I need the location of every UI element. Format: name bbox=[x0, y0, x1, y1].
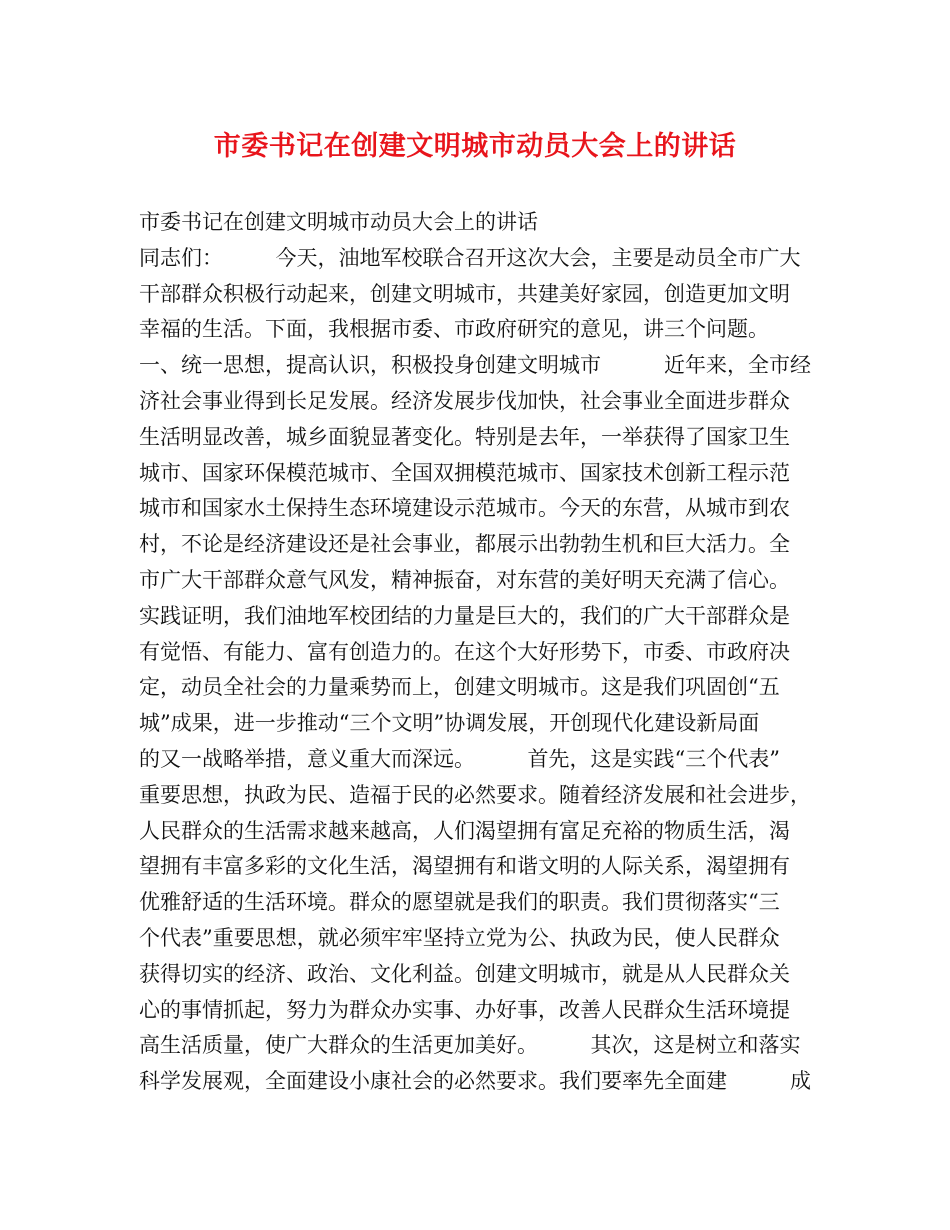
body-line-4: 幸福的生活。下面，我根据市委、市政府研究的意见，讲三个问题。 bbox=[139, 317, 769, 342]
body-line-5: 一、统一思想，提高认识，积极投身创建文明城市 近年来，全市经 bbox=[139, 353, 811, 378]
body-line-12: 实践证明，我们油地军校团结的力量是巨大的，我们的广大干部群众是 bbox=[139, 603, 790, 628]
body-line-24: 高生活质量，使广大群众的生活更加美好。 其次，这是树立和落实 bbox=[139, 1033, 801, 1058]
body-line-16: 的又一战略举措，意义重大而深远。 首先，这是实践“三个代表” bbox=[139, 746, 780, 771]
body-line-15: 城”成果，进一步推动“三个文明”协调发展，开创现代化建设新局面 bbox=[139, 711, 760, 736]
body-line-22: 获得切实的经济、政治、文化利益。创建文明城市，就是从人民群众关 bbox=[139, 961, 790, 986]
body-line-1: 市委书记在创建文明城市动员大会上的讲话 bbox=[139, 210, 538, 234]
body-line-14: 定，动员全社会的力量乘势而上，创建文明城市。这是我们巩固创“五 bbox=[139, 675, 780, 700]
body-line-17: 重要思想，执政为民、造福于民的必然要求。随着经济发展和社会进步， bbox=[139, 782, 811, 807]
body-line-19: 望拥有丰富多彩的文化生活，渴望拥有和谐文明的人际关系，渴望拥有 bbox=[139, 854, 790, 879]
body-line-23: 心的事情抓起，努力为群众办实事、办好事，改善人民群众生活环境提 bbox=[139, 997, 790, 1022]
body-line-3: 干部群众积极行动起来，创建文明城市，共建美好家园，创造更加文明 bbox=[139, 281, 790, 306]
body-line-6: 济社会事业得到长足发展。经济发展步伐加快，社会事业全面进步群众 bbox=[139, 388, 790, 413]
body-line-9: 城市和国家水土保持生态环境建设示范城市。今天的东营，从城市到农 bbox=[139, 496, 790, 521]
body-line-8: 城市、国家环保模范城市、全国双拥模范城市、国家技术创新工程示范 bbox=[139, 460, 790, 485]
body-line-18: 人民群众的生活需求越来越高，人们渴望拥有富足充裕的物质生活，渴 bbox=[139, 818, 790, 843]
document-body bbox=[139, 205, 819, 1100]
body-line-10: 村，不论是经济建设还是社会事业，都展示出勃勃生机和巨大活力。全 bbox=[139, 532, 790, 557]
body-line-25: 科学发展观，全面建设小康社会的必然要求。我们要率先全面建 成 bbox=[139, 1069, 811, 1094]
body-line-7: 生活明显改善，城乡面貌显著变化。特别是去年，一举获得了国家卫生 bbox=[139, 424, 790, 449]
document-title: 市委书记在创建文明城市动员大会上的讲话 bbox=[213, 131, 737, 162]
body-line-11: 市广大干部群众意气风发，精神振奋，对东营的美好明天充满了信心。 bbox=[139, 567, 790, 592]
body-line-21: 个代表”重要思想，就必须牢牢坚持立党为公、执政为民，使人民群众 bbox=[139, 925, 780, 950]
body-line-20: 优雅舒适的生活环境。群众的愿望就是我们的职责。我们贯彻落实“三 bbox=[139, 890, 780, 915]
body-line-13: 有觉悟、有能力、富有创造力的。在这个大好形势下，市委、市政府决 bbox=[139, 639, 790, 664]
body-line-2: 同志们： 今天，油地军校联合召开这次大会，主要是动员全市广大 bbox=[139, 245, 801, 270]
